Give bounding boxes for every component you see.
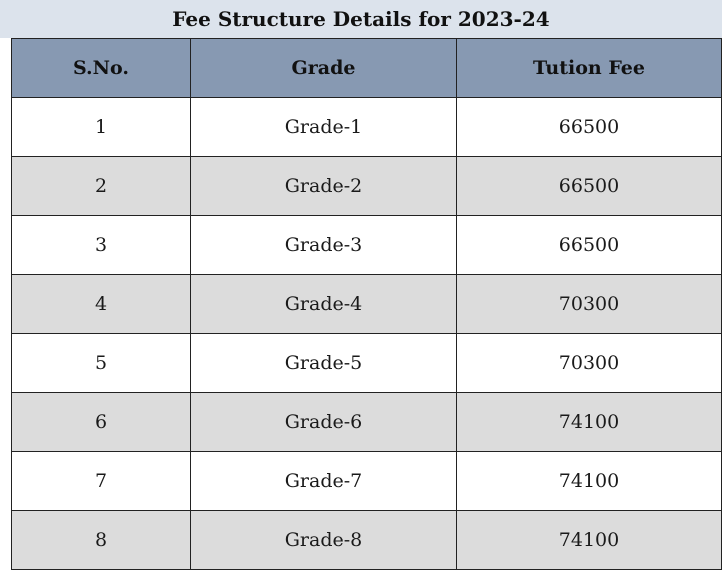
grade-cell: Grade-5 (191, 334, 457, 393)
header-tuition-fee: Tution Fee (457, 39, 722, 98)
table-row (12, 334, 722, 393)
fee-cell: 66500 (457, 157, 722, 216)
table-row (12, 216, 722, 275)
table-row (12, 511, 722, 570)
serial-number-cell: 4 (12, 275, 191, 334)
page-title: Fee Structure Details for 2023-24 (0, 0, 722, 38)
header-grade: Grade (191, 39, 457, 98)
fee-structure-table (11, 38, 722, 570)
fee-cell: 66500 (457, 216, 722, 275)
table-row (12, 275, 722, 334)
serial-number-cell: 5 (12, 334, 191, 393)
serial-number-cell: 2 (12, 157, 191, 216)
table-header-row (12, 39, 722, 98)
fee-cell: 66500 (457, 98, 722, 157)
serial-number-cell: 6 (12, 393, 191, 452)
fee-cell: 74100 (457, 393, 722, 452)
table-row (12, 98, 722, 157)
serial-number-cell: 7 (12, 452, 191, 511)
fee-cell: 70300 (457, 334, 722, 393)
grade-cell: Grade-8 (191, 511, 457, 570)
table-row (12, 393, 722, 452)
grade-cell: Grade-7 (191, 452, 457, 511)
serial-number-cell: 8 (12, 511, 191, 570)
fee-cell: 70300 (457, 275, 722, 334)
grade-cell: Grade-3 (191, 216, 457, 275)
serial-number-cell: 3 (12, 216, 191, 275)
table-row (12, 157, 722, 216)
table-row (12, 452, 722, 511)
header-serial-number: S.No. (12, 39, 191, 98)
grade-cell: Grade-6 (191, 393, 457, 452)
fee-cell: 74100 (457, 511, 722, 570)
grade-cell: Grade-2 (191, 157, 457, 216)
grade-cell: Grade-4 (191, 275, 457, 334)
grade-cell: Grade-1 (191, 98, 457, 157)
fee-cell: 74100 (457, 452, 722, 511)
serial-number-cell: 1 (12, 98, 191, 157)
